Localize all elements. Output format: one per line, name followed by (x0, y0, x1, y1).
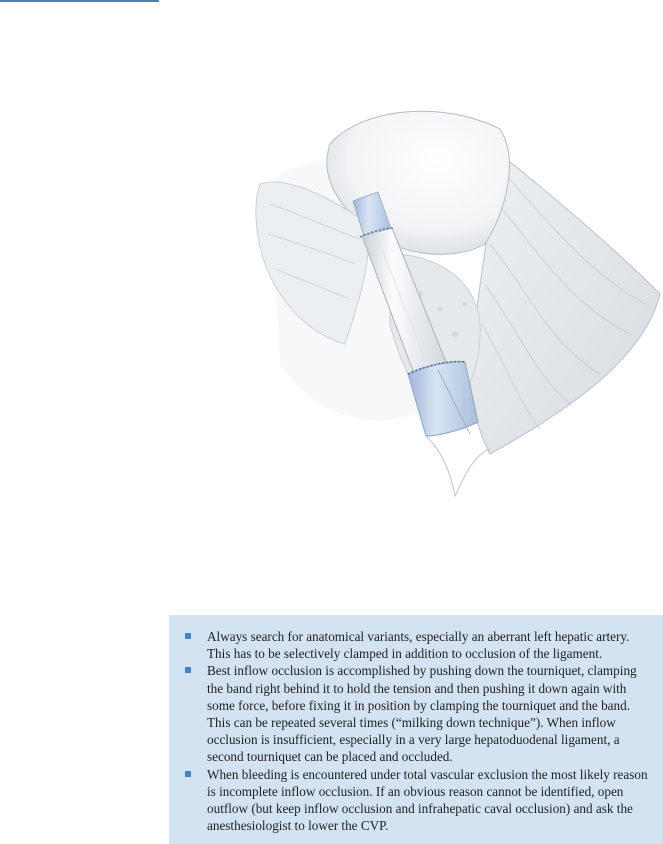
square-bullet-icon (185, 667, 191, 673)
tip-text: Always search for anatomical variants, especially an aberrant left hepatic artery. This has to be selectively clamped in addition to occlusion of the ligament. (207, 629, 630, 662)
header-rule (0, 0, 159, 2)
square-bullet-icon (185, 771, 191, 777)
tip-text: When bleeding is encountered under total vascular exclusion the most likely reason is incomplete inflow occlusion. If an obvious reason cannot be identified, open outflow (but keep inflow occlusion and infrahepatic caval occlusion) and ask the anesthesiologist to lower the CVP. (207, 766, 648, 834)
square-bullet-icon (185, 633, 191, 639)
tip-item (181, 766, 649, 835)
surgical-illustration (250, 104, 663, 500)
tip-item (181, 662, 649, 765)
tip-item (181, 628, 649, 662)
tip-text: Best inflow occlusion is accomplished by pushing down the tourniquet, clamping the band right behind it to hold the tension and then pushing it down again with some force, before fixing it in position by clamping the tourniquet and the band. This can be repeated several times (“milking down technique”). When inflow occlusion is insufficient, especially in a very large hepatoduodenal ligament, a second tourniquet can be placed and occluded. (207, 663, 637, 765)
tips-box (169, 615, 663, 844)
tips-list (181, 628, 649, 834)
